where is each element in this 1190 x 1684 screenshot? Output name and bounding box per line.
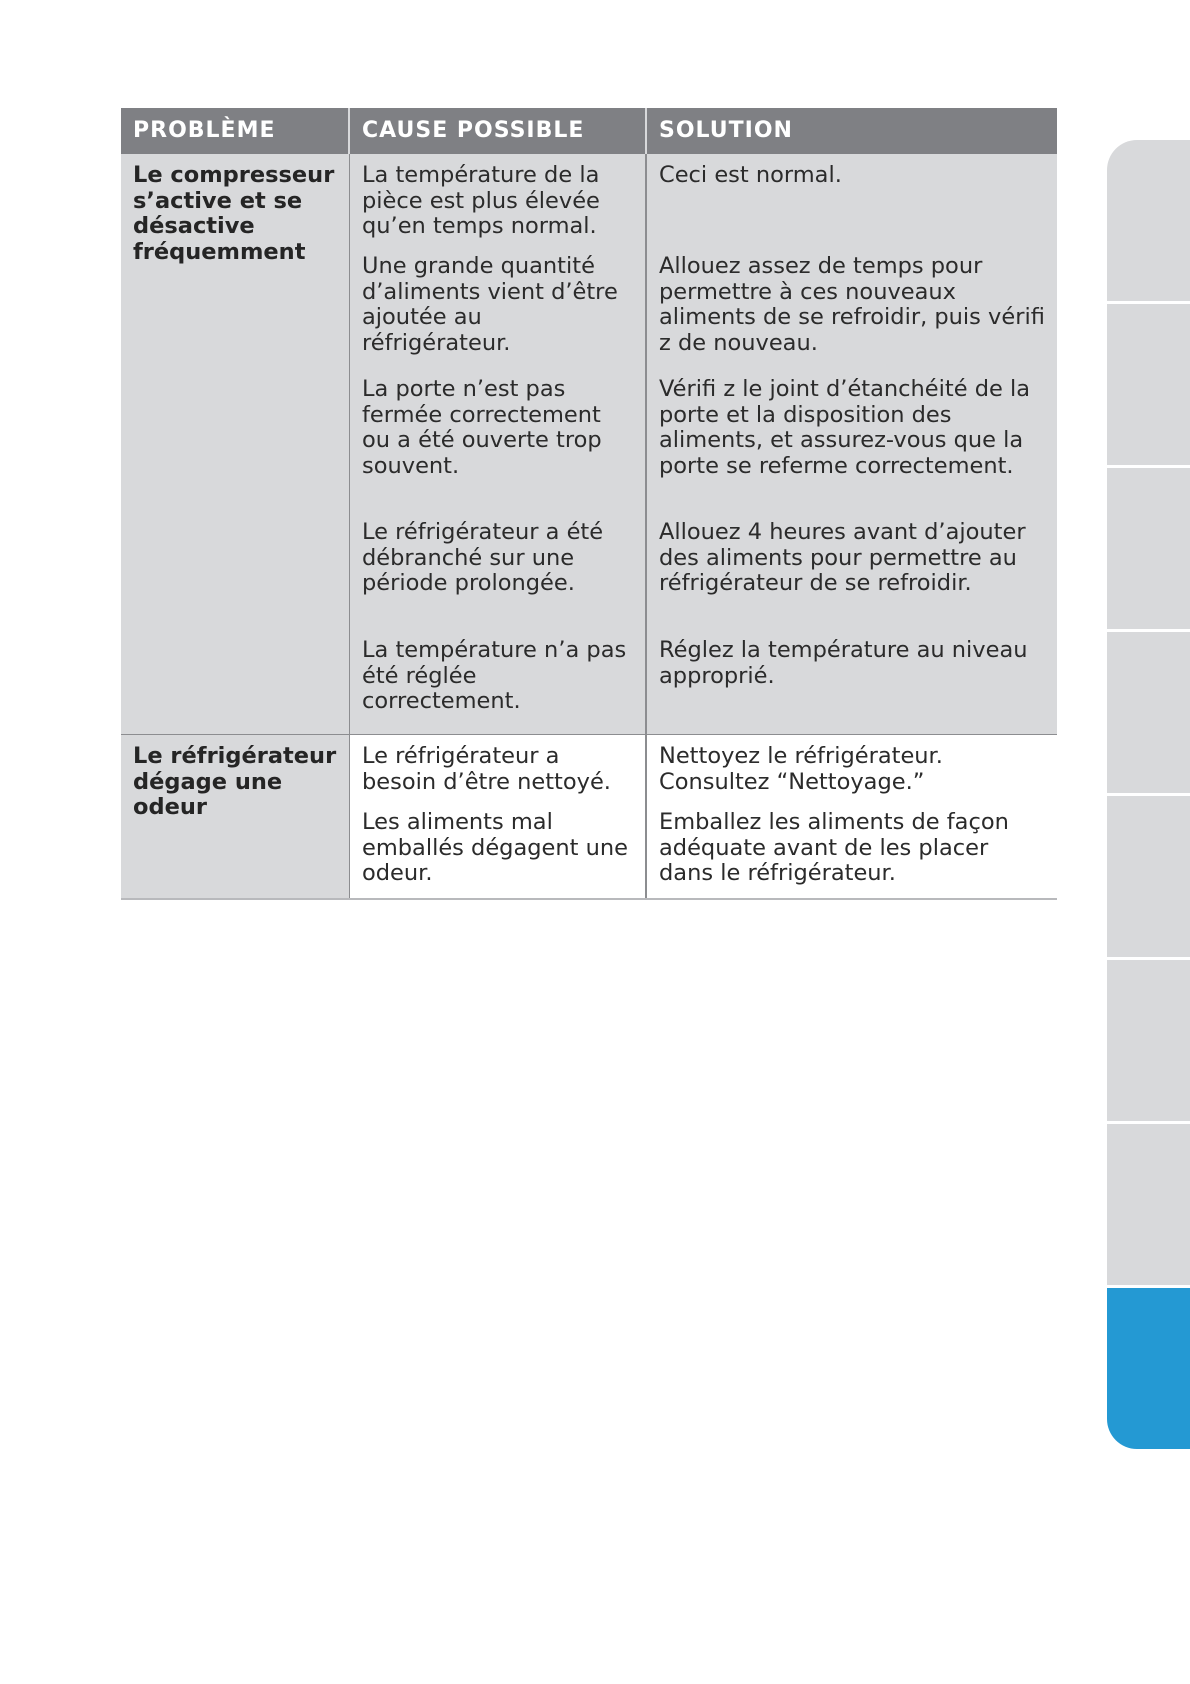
cause-cell: La température de la pièce est plus élevée qu’en temps normal. bbox=[350, 154, 647, 248]
header-solution: SOLUTION bbox=[659, 118, 793, 143]
cause-solution-group bbox=[350, 154, 1057, 734]
section-tab[interactable] bbox=[1107, 468, 1190, 632]
cause-solution-pair bbox=[350, 371, 1057, 516]
solution-cell: Vérifi z le joint d’étanchéité de la porte et la disposition des aliments, et assurez-vous que la porte se referme correctement. bbox=[647, 371, 1057, 516]
cause-solution-pair bbox=[350, 804, 1057, 898]
problem-cell: Le compresseur s’active et se désactive fréquemment bbox=[121, 154, 350, 734]
solution-cell: Emballez les aliments de façon adéquate avant de les placer dans le réfrigérateur. bbox=[659, 809, 1009, 886]
solution-cell: Réglez la température au niveau approprié. bbox=[647, 634, 1057, 734]
cause-cell: La porte n’est pas fermée correctement ou a été ouverte trop souvent. bbox=[350, 371, 647, 516]
section-tab[interactable] bbox=[1107, 304, 1190, 468]
troubleshooting-table bbox=[121, 108, 1057, 900]
solution-cell: Nettoyez le réfrigérateur. Consultez “Nettoyage.” bbox=[659, 743, 943, 795]
section-tab[interactable] bbox=[1107, 140, 1190, 304]
section-tab-active[interactable] bbox=[1107, 1288, 1190, 1449]
cause-cell: Le réfrigérateur a été débranché sur une période prolongée. bbox=[350, 516, 647, 634]
solution-cell: Allouez 4 heures avant d’ajouter des aliments pour permettre au réfrigérateur de se refroidir. bbox=[647, 516, 1057, 634]
cause-cell: Une grande quantité d’aliments vient d’être ajoutée au réfrigérateur. bbox=[350, 248, 647, 371]
solution-cell: Allouez assez de temps pour permettre à ces nouveaux aliments de se refroidir, puis vérifi z de nouveau. bbox=[647, 248, 1057, 371]
section-tabs bbox=[1107, 140, 1190, 1449]
problem-cell: Le réfrigérateur dégage une odeur bbox=[121, 735, 350, 898]
cause-cell: Les aliments mal emballés dégagent une odeur. bbox=[350, 804, 647, 898]
cause-solution-pair bbox=[350, 735, 1057, 804]
section-tab[interactable] bbox=[1107, 796, 1190, 960]
table-row bbox=[121, 734, 1057, 900]
table-row bbox=[121, 154, 1057, 734]
cause-cell: La température n’a pas été réglée correctement. bbox=[350, 634, 647, 734]
section-tab[interactable] bbox=[1107, 960, 1190, 1124]
cause-solution-group bbox=[350, 735, 1057, 898]
cause-cell: Le réfrigérateur a besoin d’être nettoyé. bbox=[350, 735, 647, 804]
cause-solution-pair bbox=[350, 634, 1057, 734]
section-tab[interactable] bbox=[1107, 1124, 1190, 1288]
header-cause: CAUSE POSSIBLE bbox=[350, 108, 647, 154]
cause-solution-pair bbox=[350, 154, 1057, 248]
solution-cell: Ceci est normal. bbox=[647, 154, 1057, 248]
table-header-row bbox=[121, 108, 1057, 154]
header-problem: PROBLÈME bbox=[121, 108, 350, 154]
cause-solution-pair bbox=[350, 516, 1057, 634]
section-tab[interactable] bbox=[1107, 632, 1190, 796]
cause-solution-pair bbox=[350, 248, 1057, 371]
